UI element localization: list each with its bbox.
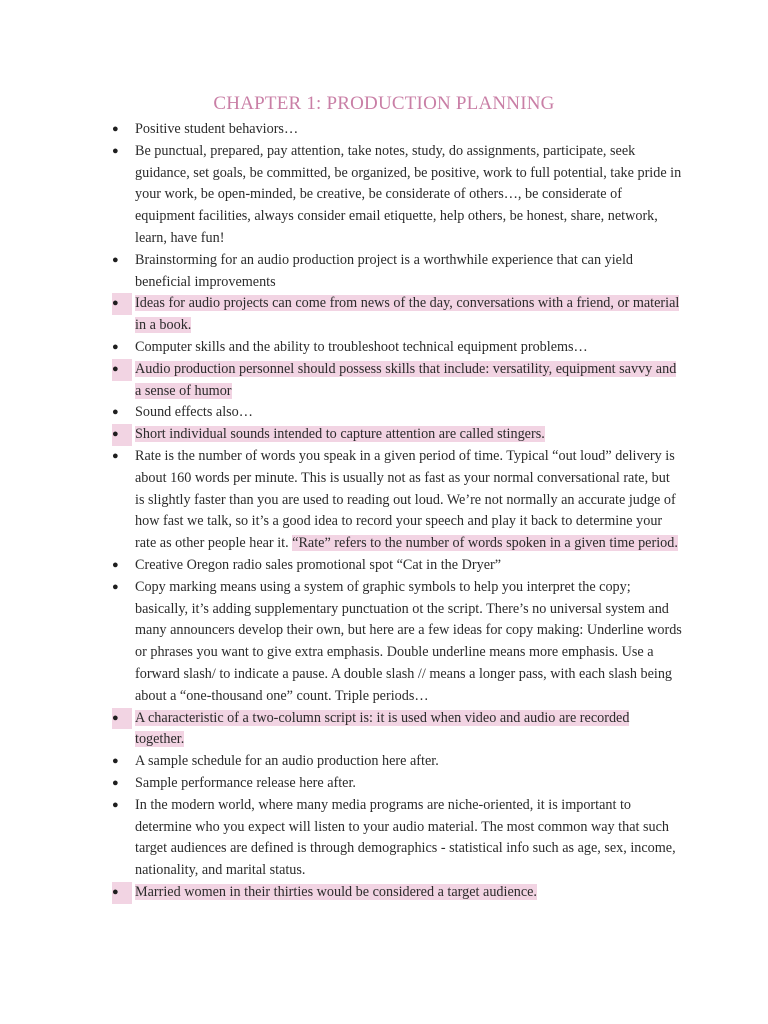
bullet-icon: ● <box>112 449 119 462</box>
list-item <box>112 577 682 708</box>
bullet-icon: ● <box>112 253 119 266</box>
list-item-text: Short individual sounds intended to capture attention are called stingers. <box>135 426 545 443</box>
list-item-text: Married women in their thirties would be considered a target audience. <box>135 883 537 900</box>
list-item-highlighted <box>112 882 682 904</box>
bullet-icon: ● <box>112 340 119 353</box>
list-item <box>112 751 682 773</box>
bullet-icon: ● <box>112 882 132 904</box>
bullet-list <box>112 119 682 904</box>
list-item-highlighted <box>112 359 682 403</box>
list-item-text: A sample schedule for an audio production here after. <box>135 753 439 770</box>
bullet-icon: ● <box>112 123 119 135</box>
list-item <box>112 141 682 250</box>
list-item-text: Sample performance release here after. <box>135 774 356 791</box>
bullet-icon: ● <box>112 798 119 811</box>
list-item <box>112 119 682 141</box>
bullet-icon: ● <box>112 424 132 446</box>
bullet-icon: ● <box>112 558 119 571</box>
bullet-icon: ● <box>112 776 119 789</box>
bullet-icon: ● <box>112 708 132 730</box>
list-item <box>112 337 682 359</box>
list-item-text: Be punctual, prepared, pay attention, take notes, study, do assignments, participate, seek guidance, set goals, be committed, be organized, be positive, work to full potential, take pride in your work, be open-minded, be creative, be considerate of others…, be considerate of equipment facilities, always consider email etiquette, help others, be honest, share, network, learn, have fun! <box>135 142 682 246</box>
list-item-text: Copy marking means using a system of graphic symbols to help you interpret the copy; basically, it’s adding supplementary punctuation ot the script. There’s no universal system and many announcers develop their own, but here are a few ideas for copy making: Underline words or phrases you want to give extra emphasis. Double underline means more emphasis. Use a forward slash/ to indicate a pause. A double slash // means a longer pass, with each slash being about a “one-thousand one” count. Triple periods… <box>135 578 682 704</box>
list-item-highlighted-text: “Rate” refers to the number of words spoken in a given time period. <box>292 535 678 552</box>
bullet-icon: ● <box>112 359 132 381</box>
list-item-text: Positive student behaviors… <box>135 121 299 137</box>
bullet-icon: ● <box>112 144 119 157</box>
list-item-text: Creative Oregon radio sales promotional spot “Cat in the Dryer” <box>135 556 502 573</box>
list-item <box>112 250 682 294</box>
list-item-text: A characteristic of a two-column script is: it is used when video and audio are recorded together. <box>135 709 630 748</box>
list-item-text: Brainstorming for an audio production project is a worthwhile experience that can yield beneficial improvements <box>135 251 633 290</box>
list-item-highlighted <box>112 293 682 337</box>
list-item-text: Rate is the number of words you speak in a given period of time. Typical “out loud” delivery is about 160 words per minute. This is usually not as fast as your normal conversational rate, but is slightly faster than you are used to reading out loud. We’re not normally an accurate judge of how fast we talk, so it’s a good idea to record your speech and play it back to determine your rate as other people hear it. <box>135 447 676 552</box>
list-item <box>112 773 682 795</box>
list-item-text: In the modern world, where many media programs are niche-oriented, it is important to determine who you expect will listen to your audio material. The most common way that such target audiences are defined is through demographics - statistical info such as age, sex, income, nationality, and marital status. <box>135 796 676 879</box>
bullet-icon: ● <box>112 755 119 768</box>
list-item <box>112 795 682 882</box>
bullet-icon: ● <box>112 580 119 593</box>
list-item-text: Audio production personnel should possess skills that include: versatility, equipment savvy and a sense of humor <box>135 360 677 399</box>
list-item-text: Computer skills and the ability to troubleshoot technical equipment problems… <box>135 338 588 355</box>
chapter-title: CHAPTER 1: PRODUCTION PLANNING <box>213 93 555 114</box>
list-item-text: Ideas for audio projects can come from news of the day, conversations with a friend, or material in a book. <box>135 295 680 334</box>
list-item-highlighted <box>112 424 682 446</box>
bullet-icon: ● <box>112 293 132 315</box>
list-item-text: Sound effects also… <box>135 404 253 421</box>
list-item <box>112 555 682 577</box>
list-item-highlighted <box>112 708 682 752</box>
list-item <box>112 446 682 555</box>
list-item <box>112 402 682 424</box>
bullet-icon: ● <box>112 406 119 419</box>
